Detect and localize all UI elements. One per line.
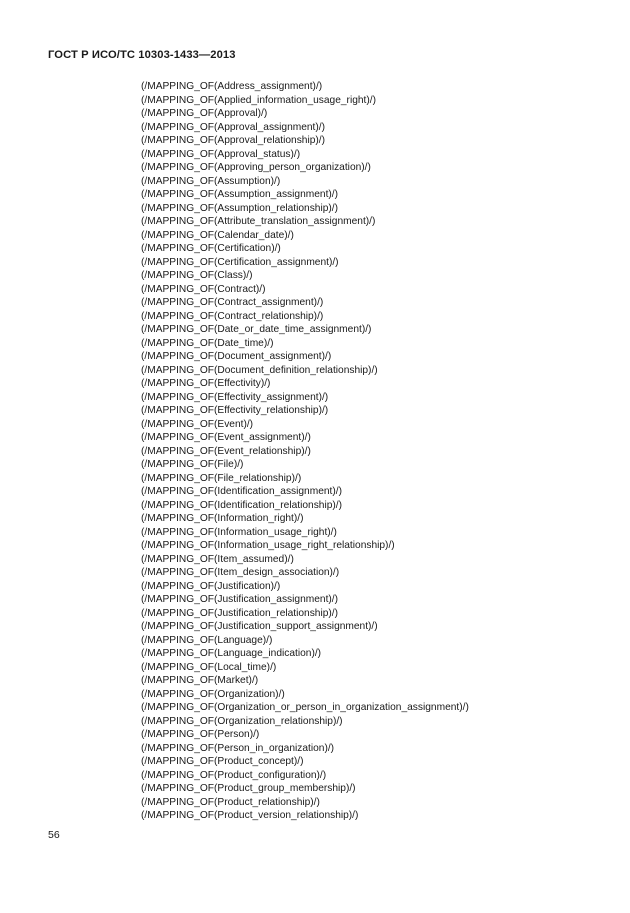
mapping-line: (/MAPPING_OF(Assumption)/) [141,175,281,187]
mapping-line: (/MAPPING_OF(Person)/) [141,729,260,740]
mapping-line: (/MAPPING_OF(Market)/) [141,675,259,686]
mapping-line: (/MAPPING_OF(Item_design_association)/) [141,567,340,578]
mapping-line: (/MAPPING_OF(File)/) [141,459,244,470]
mapping-line: (/MAPPING_OF(Language)/) [141,634,273,646]
mapping-line: (/MAPPING_OF(Class)/) [141,270,253,281]
mapping-line: (/MAPPING_OF(Product_group_membership)/) [141,783,356,794]
mapping-line: (/MAPPING_OF(File_relationship)/) [141,472,302,484]
mapping-line: (/MAPPING_OF(Organization_or_person_in_organization_assignment)/) [141,702,469,713]
mapping-line: (/MAPPING_OF(Contract)/) [141,283,266,295]
mapping-line: (/MAPPING_OF(Address_assignment)/) [141,81,323,92]
mapping-line: (/MAPPING_OF(Approval_assignment)/) [141,121,325,133]
mapping-line: (/MAPPING_OF(Identification_relationship)/) [141,499,342,511]
mapping-line: (/MAPPING_OF(Information_right)/) [141,513,304,524]
mapping-line: (/MAPPING_OF(Information_usage_right_relationship)/) [141,540,395,551]
mapping-line: (/MAPPING_OF(Attribute_translation_assignment)/) [141,216,376,227]
mapping-line: (/MAPPING_OF(Local_time)/) [141,661,277,673]
mapping-line: (/MAPPING_OF(Justification_support_assignment)/) [141,621,378,632]
mapping-line: (/MAPPING_OF(Product_version_relationship)/) [141,810,359,821]
mapping-line: (/MAPPING_OF(Document_assignment)/) [141,351,332,362]
mapping-line: (/MAPPING_OF(Person_in_organization)/) [141,742,335,754]
mapping-line: (/MAPPING_OF(Document_definition_relationship)/) [141,364,378,376]
mapping-line: (/MAPPING_OF(Justification_assignment)/) [141,594,339,605]
mapping-line: (/MAPPING_OF(Contract_relationship)/) [141,310,324,322]
document-header [48,49,236,61]
mapping-line: (/MAPPING_OF(Information_usage_right)/) [141,526,337,538]
mapping-line: (/MAPPING_OF(Product_concept)/) [141,756,304,767]
mapping-line: (/MAPPING_OF(Approval)/) [141,108,268,119]
mapping-line: (/MAPPING_OF(Event)/) [141,418,254,430]
mapping-line: (/MAPPING_OF(Date_or_date_time_assignment)/) [141,324,372,335]
mapping-line: (/MAPPING_OF(Product_configuration)/) [141,769,327,781]
mapping-line: (/MAPPING_OF(Organization_relationship)/) [141,715,343,727]
mapping-list [141,80,469,823]
mapping-line: (/MAPPING_OF(Applied_information_usage_right)/) [141,94,376,106]
mapping-line: (/MAPPING_OF(Effectivity)/) [141,378,271,389]
mapping-line: (/MAPPING_OF(Event_relationship)/) [141,445,311,457]
mapping-line: (/MAPPING_OF(Certification_assignment)/) [141,256,339,268]
mapping-line: (/MAPPING_OF(Contract_assignment)/) [141,297,324,308]
mapping-line: (/MAPPING_OF(Effectivity_relationship)/) [141,405,329,416]
mapping-line: (/MAPPING_OF(Approval_relationship)/) [141,135,326,146]
mapping-line: (/MAPPING_OF(Justification)/) [141,580,281,592]
mapping-line: (/MAPPING_OF(Date_time)/) [141,337,274,349]
mapping-line: (/MAPPING_OF(Certification)/) [141,243,281,254]
mapping-line: (/MAPPING_OF(Identification_assignment)/) [141,486,342,497]
page-number: 56 [48,829,60,841]
mapping-line: (/MAPPING_OF(Product_relationship)/) [141,796,320,808]
mapping-line: (/MAPPING_OF(Organization)/) [141,688,285,700]
standard-title: ГОСТ Р ИСО/ТС 10303-1433—2013 [48,49,236,61]
mapping-line: (/MAPPING_OF(Assumption_relationship)/) [141,202,339,214]
mapping-line: (/MAPPING_OF(Approval_status)/) [141,148,301,160]
mapping-line: (/MAPPING_OF(Calendar_date)/) [141,229,294,241]
mapping-line: (/MAPPING_OF(Effectivity_assignment)/) [141,391,329,403]
mapping-line: (/MAPPING_OF(Event_assignment)/) [141,432,311,443]
mapping-line: (/MAPPING_OF(Assumption_assignment)/) [141,189,339,200]
mapping-line: (/MAPPING_OF(Justification_relationship)/) [141,607,339,619]
mapping-line: (/MAPPING_OF(Language_indication)/) [141,648,322,659]
mapping-line: (/MAPPING_OF(Item_assumed)/) [141,553,294,565]
mapping-line: (/MAPPING_OF(Approving_person_organization)/) [141,162,371,173]
